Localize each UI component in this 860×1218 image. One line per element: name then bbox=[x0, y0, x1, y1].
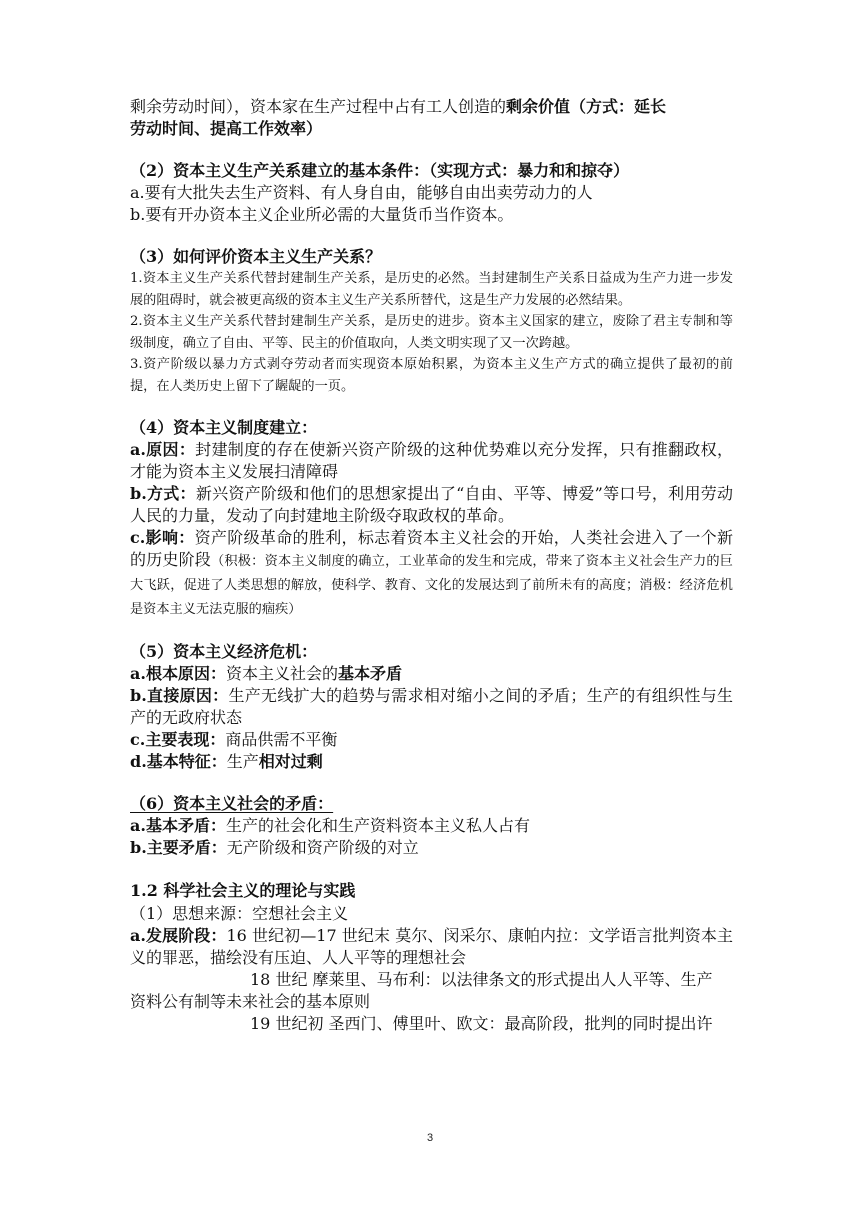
section-6-b-label: b.主要矛盾： bbox=[130, 838, 227, 857]
section-5-item-b bbox=[130, 685, 733, 729]
section-5-item-c bbox=[130, 729, 733, 751]
stage-18th-century: 18 世纪 摩莱里、马布利：以法律条文的形式提出人人平等、生产 bbox=[250, 970, 713, 989]
section-5-item-a bbox=[130, 663, 733, 685]
section-3-point-3: 3.资产阶级以暴力方式剥夺劳动者而实现资本原始积累，为资本主义生产方式的确立提供了最初的前提，在人类历史上留下了龌龊的一页。 bbox=[130, 357, 733, 394]
intro-emphasis-cont: 劳动时间、提高工作效率） bbox=[130, 119, 323, 138]
section-4-heading: （4）资本主义制度建立： bbox=[130, 418, 318, 437]
section-6-heading-text: （6）资本主义社会的矛盾： bbox=[130, 794, 334, 813]
section-5-c-text: 商品供需不平衡 bbox=[225, 730, 338, 749]
section-5-d-label: d.基本特征： bbox=[130, 752, 227, 771]
section-4-c-note: （积极：资本主义制度的确立，工业革命的发生和完成，带来了资本主义社会生产力的巨大飞跃，促进了人类思想的解放，使科学、教育、文化的发展达到了前所未有的高度；消极：经济危机是资本主义无法克服的痼疾） bbox=[130, 554, 733, 617]
section-3-point-1: 1.资本主义生产关系代替封建制生产关系，是历史的必然。当封建制生产关系日益成为生产力进一步发展的阻碍时，就会被更高级的资本主义生产关系所替代，这是生产力发展的必然结果。 bbox=[130, 271, 733, 308]
section-3-point-2: 2.资本主义生产关系代替封建制生产关系，是历史的进步。资本主义国家的建立，废除了君主专制和等级制度，确立了自由、平等、民主的价值取向，人类文明实现了又一次跨越。 bbox=[130, 314, 733, 351]
section-5-heading: （5）资本主义经济危机： bbox=[130, 642, 318, 661]
section-6-item-a bbox=[130, 815, 733, 837]
stage-19th-century: 19 世纪初 圣西门、傅里叶、欧文：最高阶段，批判的同时提出许 bbox=[250, 1014, 713, 1033]
section-5-c-label: c.主要表现： bbox=[130, 730, 226, 749]
section-5-b-label: b.直接原因： bbox=[130, 686, 229, 705]
section-5-item-d bbox=[130, 751, 733, 773]
page-number: 3 bbox=[426, 1132, 434, 1144]
section-5-d-emphasis: 相对过剩 bbox=[258, 752, 323, 771]
section-6-heading bbox=[130, 793, 733, 815]
section-2-item-a: a.要有大批失去生产资料、有人身自由，能够自由出卖劳动力的人 bbox=[130, 183, 593, 202]
section-4-a-text: 封建制度的存在使新兴资产阶级的这种优势难以充分发挥，只有推翻政权，才能为资本主义发展扫清障碍 bbox=[130, 440, 733, 481]
section-4-item-b bbox=[130, 483, 733, 527]
stage-18th-century-cont: 资料公有制等未来社会的基本原则 bbox=[130, 992, 371, 1011]
intro-emphasis: 剩余价值（方式：延长 bbox=[506, 97, 667, 116]
section-1-2-heading: 1.2 科学社会主义的理论与实践 bbox=[130, 881, 356, 900]
section-5-a-text: 资本主义社会的 bbox=[225, 664, 338, 683]
section-5-a-emphasis: 基本矛盾 bbox=[337, 664, 402, 683]
section-1-2-a-text: 16 世纪初—17 世纪末 莫尔、闵采尔、康帕内拉：文学语言批判资本主义的罪恶，描绘没有压迫、人人平等的理想社会 bbox=[130, 926, 733, 967]
section-6-a-text: 生产的社会化和生产资料资本主义私人占有 bbox=[225, 816, 530, 835]
section-3-heading: （3）如何评价资本主义生产关系？ bbox=[130, 247, 382, 266]
section-1-2-item-a bbox=[130, 925, 733, 969]
intro-paragraph bbox=[130, 96, 733, 140]
section-4-item-c bbox=[130, 527, 733, 621]
section-1-2-a-label: a.发展阶段： bbox=[130, 926, 227, 945]
section-2-item-b: b.要有开办资本主义企业所必需的大量货币当作资本。 bbox=[130, 205, 514, 224]
section-6-b-text: 无产阶级和资产阶级的对立 bbox=[226, 838, 419, 857]
section-5-b-text: 生产无线扩大的趋势与需求相对缩小之间的矛盾；生产的有组织性与生产的无政府状态 bbox=[130, 686, 733, 727]
section-5-d-text: 生产 bbox=[226, 752, 259, 771]
section-4-b-text: 新兴资产阶级和他们的思想家提出了“自由、平等、博爱”等口号，利用劳动人民的力量，发动了向封建地主阶级夺取政权的革命。 bbox=[130, 484, 733, 525]
section-1-2-subheading: （1）思想来源：空想社会主义 bbox=[130, 904, 349, 923]
section-4-a-label: a.原因： bbox=[130, 440, 196, 459]
section-4-item-a bbox=[130, 439, 733, 483]
section-5-a-label: a.根本原因： bbox=[130, 664, 226, 683]
section-4-c-label: c.影响： bbox=[130, 528, 195, 547]
section-4-c-text: 资产阶级革命的胜利，标志着资本主义社会的开始，人类社会进入了一个新的历史阶段 bbox=[130, 528, 733, 569]
section-6-a-label: a.基本矛盾： bbox=[130, 816, 226, 835]
section-4-b-label: b.方式： bbox=[130, 484, 196, 503]
section-6-item-b bbox=[130, 837, 733, 859]
page-content bbox=[130, 96, 733, 1035]
intro-text: 剩余劳动时间），资本家在生产过程中占有工人创造的 bbox=[130, 97, 507, 116]
section-2-heading: （2）资本主义生产关系建立的基本条件：（实现方式：暴力和和掠夺） bbox=[130, 161, 630, 180]
